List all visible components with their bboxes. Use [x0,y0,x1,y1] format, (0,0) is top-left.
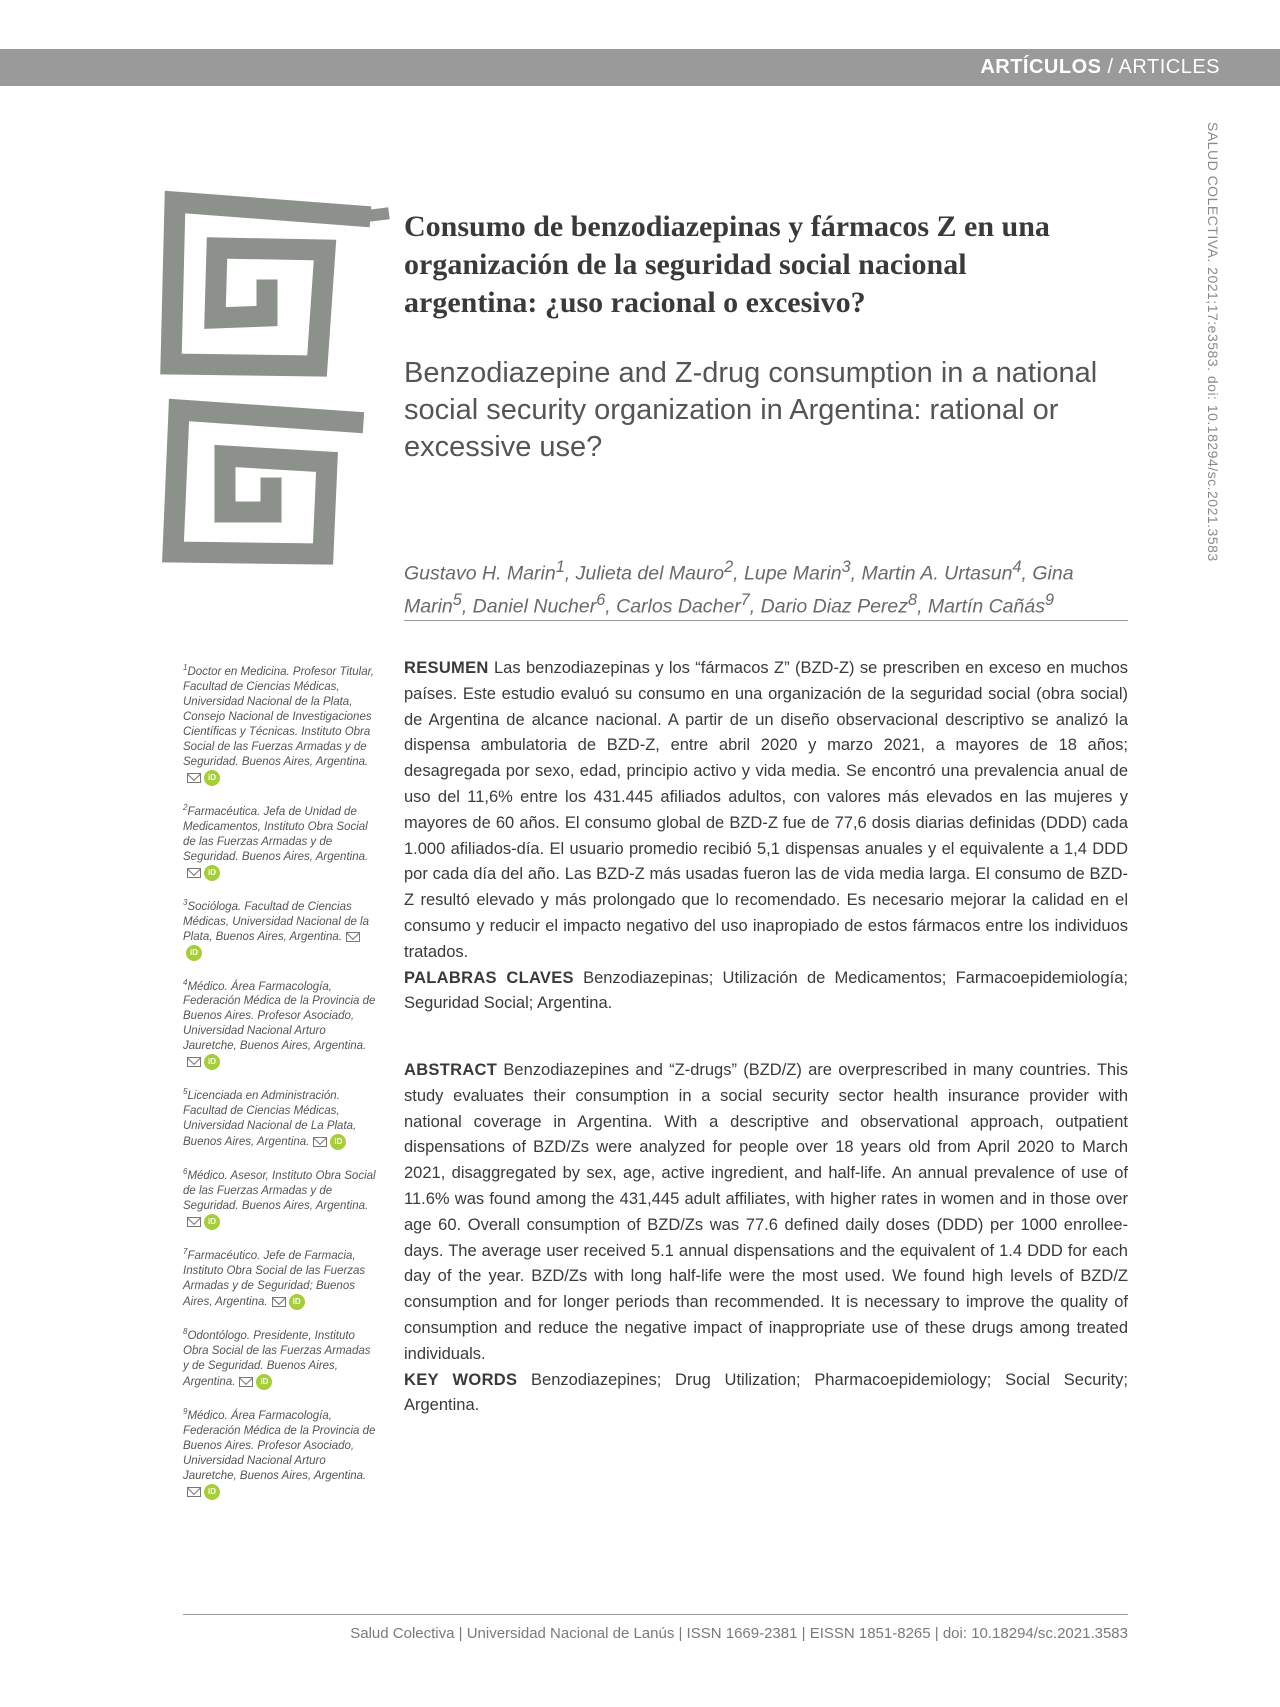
mail-icon[interactable] [239,1377,253,1387]
resumen-text: Las benzodiazepinas y los “fármacos Z” (BZD-Z) se prescriben en exceso en muchos países. Este estudio evaluó su consumo en una organización de la seguridad social (obra social) de Argentina de alcance nacional. A partir de un diseño observacional descriptivo se analizó la dispensa ambulatoria de BZD-Z, entre abril 2020 y marzo 2021, a mayores de 18 años; desagregada por sexo, edad, principio activo y vida media. Se encontró una prevalencia anual de uso del 11,6% entre los 431.445 afiliados adultos, con valores más elevados en las mujeres y mayores de 60 años. El consumo global de BZD-Z fue de 77,6 dosis diarias definidas (DDD) cada 1.000 afiliados-día. El usuario promedio recibió 5,1 dispensas anuales y el equivalente a 1,4 DDD por cada día del año. Las BZD-Z más usadas fueron las de vida media larga. El consumo de BZD-Z resultó elevado y más prolongado que lo recomendado. Es necesario mejorar la calidad en el consumo y reducir el impacto negativo del uso inapropiado de estos fármacos entre los individuos tratados. [404,659,1129,961]
journal-spiral-logo [155,190,390,570]
author-affiliation-number: 6 [596,590,606,609]
author-separator: , [917,595,928,617]
affiliation-text: Médico. Área Farmacología, Federación Médica de la Provincia de Buenos Aires. Profesor Asociado, Universidad Nacional Arturo Jauretche, Buenos Aires, Argentina. [183,980,376,1053]
resumen-label: RESUMEN [404,659,489,677]
logo-spiral-bottom [173,410,353,554]
key-words-text: Benzodiazepines; Drug Utilization; Pharmacoepidemiology; Social Security; Argentina. [404,1370,1128,1415]
affiliations-column [183,660,378,1514]
affiliation-entry [183,1084,378,1150]
affiliation-entry [183,1404,378,1500]
affiliation-text: Médico. Área Farmacología, Federación Médica de la Provincia de Buenos Aires. Profesor Asociado, Universidad Nacional Arturo Jauretche, Buenos Aires, Argentina. [183,1409,376,1482]
section-label [980,56,1220,79]
abstract-label: ABSTRACT [404,1061,498,1079]
author-name: Julieta del Mauro [575,562,725,585]
abstract-section [404,1058,1128,1419]
section-header-band [0,49,1280,86]
affiliation-text: Odontólogo. Presidente, Instituto Obra Social de las Fuerzas Armadas y de Seguridad. Buenos Aires, Argentina. [183,1329,371,1388]
author-separator: , [605,595,617,617]
abstract-text: Benzodiazepines and “Z-drugs” (BZD/Z) are overprescribed in many countries. This study evaluates their consumption in a social security sector health insurance provider with national coverage in Argentina. With a descriptive and observational approach, outpatient dispensations of BZD/Zs were analyzed for people over 18 years old from April 2020 to March 2021, disaggregated by sex, age, active ingredient, and half-life. An annual prevalence of use of 11.6% was found among the 431,445 adult affiliates, with higher rates in women and in those over age 60. Overall consumption of BZD/Zs was 77.6 defined daily doses (DDD) per 1000 enrollee-days. The average user received 5.1 annual dispensations and the equivalent of 1.4 DDD for each day of the year. BZD/Zs with long half-life were the most used. We found high levels of BZD/Z consumption and for longer periods than recommended. It is necessary to improve the quality of consumption and reduce the negative impact of inappropriate use of these drugs among treated individuals. [404,1061,1128,1363]
author-name: Carlos Dacher [616,595,741,617]
palabras-claves-text: Benzodiazepinas; Utilización de Medicamentos; Farmacoepidemiología; Seguridad Social; Argentina. [404,968,1129,1013]
section-label-en: / ARTICLES [1101,56,1220,78]
affiliation-entry [183,1324,378,1390]
article-title-english: Benzodiazepine and Z-drug consumption in a national social security organization in Argentina: rational or excessive use? [404,357,1098,463]
author-affiliation-number: 5 [452,590,462,609]
orcid-icon[interactable]: iD [204,770,220,786]
author-name: Dario Diaz Perez [760,595,909,617]
author-affiliation-number: 1 [555,558,565,576]
author-name: Daniel Nucher [472,595,597,617]
affiliation-number: 3 [183,897,188,907]
affiliation-text: Médico. Asesor, Instituto Obra Social de las Fuerzas Armadas y de Seguridad. Buenos Aires, Argentina. [183,1170,376,1213]
author-name: Gustavo H. Marin [404,562,556,585]
affiliation-entry [183,1164,378,1230]
affiliation-number: 9 [183,1406,188,1416]
mail-icon[interactable] [187,868,201,878]
article-title-spanish: Consumo de benzodiazepinas y fármacos Z en una organización de la seguridad social nacional argentina: ¿uso racional o excesivo? [404,210,1050,319]
mail-icon[interactable] [272,1297,286,1307]
affiliation-number: 5 [183,1087,188,1097]
logo-hook [351,214,383,218]
orcid-icon[interactable]: iD [204,1054,220,1070]
affiliation-entry [183,660,378,786]
orcid-icon[interactable]: iD [289,1294,305,1310]
resumen-section [404,656,1128,1017]
affiliation-entry [183,800,378,881]
affiliation-number: 8 [183,1327,188,1337]
author-separator: , [1021,562,1033,585]
affiliation-text: Socióloga. Facultad de Ciencias Médicas, Universidad Nacional de la Plata, Buenos Aires, Argentina. [183,900,370,943]
orcid-icon[interactable]: iD [256,1374,272,1390]
affiliation-entry [183,895,378,961]
author-name: Lupe Marin [744,562,842,585]
author-separator: , [564,562,576,585]
orcid-icon[interactable]: iD [204,865,220,881]
author-affiliation-number: 4 [1012,558,1022,576]
affiliation-number: 4 [183,977,188,987]
mail-icon[interactable] [187,773,201,783]
orcid-icon[interactable]: iD [204,1484,220,1500]
logo-spiral-top [171,202,360,366]
author-affiliation-number: 2 [724,558,734,576]
section-label-es: ARTÍCULOS [980,56,1102,78]
orcid-icon[interactable]: iD [204,1214,220,1230]
author-name: Gina Marin [404,562,1074,617]
orcid-icon[interactable]: iD [330,1134,346,1150]
affiliation-text: Farmacéutica. Jefa de Unidad de Medicamentos, Instituto Obra Social de las Fuerzas Armadas y de Seguridad. Buenos Aires, Argentina. [183,805,369,863]
affiliation-entry [183,1244,378,1310]
footer-divider [183,1614,1128,1615]
mail-icon[interactable] [187,1057,201,1067]
author-affiliation-number: 9 [1044,590,1055,609]
mail-icon[interactable] [187,1487,201,1497]
orcid-icon[interactable]: iD [186,945,202,961]
affiliation-text: Doctor en Medicina. Profesor Titular, Facultad de Ciencias Médicas, Universidad Nacional de la Plata, Consejo Nacional de Investigaciones Científicas y Técnicas. Instituto Obra Social de las Fuerzas Armadas y de Seguridad. Buenos Aires, Argentina. [183,665,374,768]
mail-icon[interactable] [346,932,360,942]
author-affiliation-number: 3 [841,558,851,576]
author-separator: , [749,595,761,617]
author-list [404,554,1129,619]
author-separator: , [461,595,473,617]
affiliation-number: 2 [183,802,188,812]
mail-icon[interactable] [187,1217,201,1227]
page-footer: Salud Colectiva | Universidad Nacional de Lanús | ISSN 1669-2381 | EISSN 1851-8265 | doi: 10.18294/sc.2021.3583 [350,1625,1128,1642]
affiliation-entry [183,975,378,1071]
affiliation-number: 1 [183,663,188,672]
author-name: Martín Cañás [927,595,1045,617]
author-separator: , [733,562,744,585]
affiliation-text: Licenciada en Administración. Facultad de Ciencias Médicas, Universidad Nacional de La Plata, Buenos Aires, Argentina. [183,1090,357,1149]
palabras-claves-label: PALABRAS CLAVES [404,968,574,987]
author-separator: , [850,562,862,585]
author-name: Martin A. Urtasun [861,562,1013,585]
mail-icon[interactable] [313,1137,327,1147]
affiliation-text: Farmacéutico. Jefe de Farmacia, Instituto Obra Social de las Fuerzas Armadas y de Seguridad; Buenos Aires, Argentina. [183,1249,366,1309]
journal-meta-vertical: SALUD COLECTIVA. 2021;17:e3583. doi: 10.18294/sc.2021.3583 [1205,122,1221,562]
title-divider [404,620,1128,621]
author-affiliation-number: 8 [908,590,918,609]
key-words-label: KEY WORDS [404,1370,518,1389]
affiliation-number: 6 [183,1167,188,1177]
affiliation-number: 7 [183,1247,188,1257]
author-affiliation-number: 7 [740,590,750,609]
